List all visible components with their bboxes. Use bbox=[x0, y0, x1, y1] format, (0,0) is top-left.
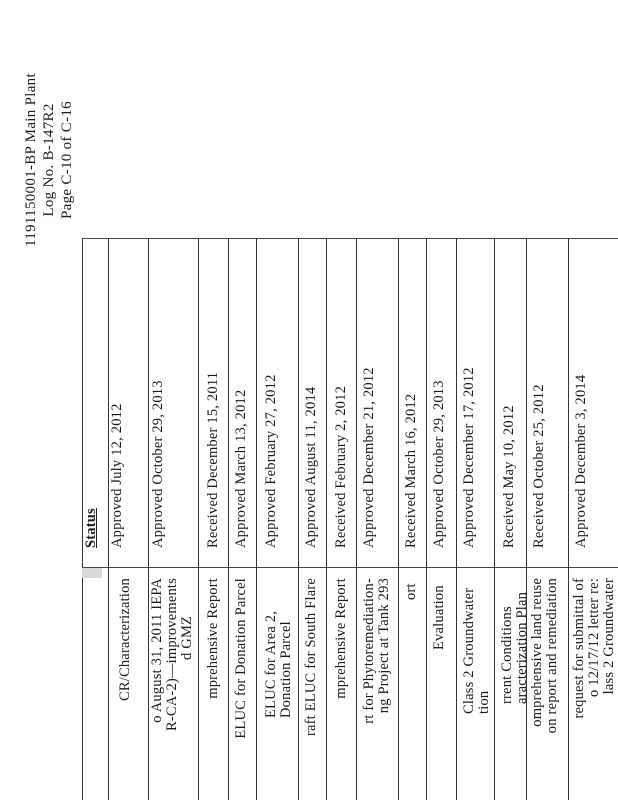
status-cell: Approved August 11, 2014 bbox=[303, 386, 319, 548]
document-cell: omprehensive land reuse on report and remediation bbox=[529, 578, 560, 734]
row-separator bbox=[398, 238, 399, 800]
status-column-header: Status bbox=[83, 508, 99, 548]
status-cell: Approved December 21, 2012 bbox=[361, 367, 377, 548]
row-separator bbox=[568, 238, 569, 800]
document-cell: ELUC for Donation Parcel bbox=[233, 578, 249, 739]
document-cell: raft ELUC for South Flare bbox=[303, 578, 319, 737]
document-cell: rt for Phytoremediation- ng Project at Tank 293 bbox=[361, 578, 392, 724]
table-right-border bbox=[82, 238, 618, 239]
document-cell: Evaluation bbox=[431, 585, 447, 650]
row-separator bbox=[356, 238, 357, 800]
status-cell: Received December 15, 2011 bbox=[205, 371, 221, 548]
document-cell: request for submittal of o 12/17/12 letter re: lass 2 Groundwater bbox=[571, 578, 617, 719]
header-shade bbox=[82, 568, 102, 578]
status-cell: Approved July 12, 2012 bbox=[109, 403, 125, 548]
document-cell: Class 2 Groundwater tion bbox=[461, 587, 492, 714]
document-cell: mprehensive Report bbox=[205, 578, 221, 699]
row-separator bbox=[228, 238, 229, 800]
status-cell: Approved March 13, 2012 bbox=[233, 389, 249, 548]
status-cell: Received February 2, 2012 bbox=[333, 385, 349, 548]
row-separator bbox=[298, 238, 299, 800]
facility-id: 1191150001-BP Main Plant bbox=[23, 73, 39, 247]
status-cell: Received May 10, 2012 bbox=[501, 405, 517, 548]
document-cell: o August 31, 2011 IEPA R-CA-2)—improvements d GMZ bbox=[149, 578, 195, 732]
document-cell: rrent Conditions aracterization Plan bbox=[499, 591, 530, 704]
log-number: Log No. B-147R2 bbox=[41, 103, 57, 217]
document-cell: mprehensive Report bbox=[333, 578, 349, 699]
status-cell: Approved December 3, 2014 bbox=[573, 374, 589, 548]
status-cell: Approved December 17, 2012 bbox=[461, 367, 477, 548]
status-cell: Approved October 29, 2013 bbox=[150, 380, 166, 548]
document-cell: ort bbox=[403, 583, 419, 600]
document-cell: ELUC for Area 2, Donation Parcel bbox=[263, 610, 294, 718]
row-separator bbox=[426, 238, 427, 800]
status-cell: Approved February 27, 2012 bbox=[263, 374, 279, 548]
row-separator bbox=[256, 238, 257, 800]
page-number: Page C-10 of C-16 bbox=[59, 101, 75, 220]
status-cell: Received October 25, 2012 bbox=[531, 384, 547, 548]
status-cell: Approved October 29, 2013 bbox=[431, 380, 447, 548]
row-separator bbox=[456, 238, 457, 800]
document-cell: CR/Characterization bbox=[117, 578, 133, 701]
status-cell: Received March 16, 2012 bbox=[403, 393, 419, 548]
row-separator bbox=[326, 238, 327, 800]
row-separator bbox=[198, 238, 199, 800]
page-header bbox=[22, 10, 76, 310]
row-separator bbox=[494, 238, 495, 800]
column-divider bbox=[82, 567, 618, 568]
